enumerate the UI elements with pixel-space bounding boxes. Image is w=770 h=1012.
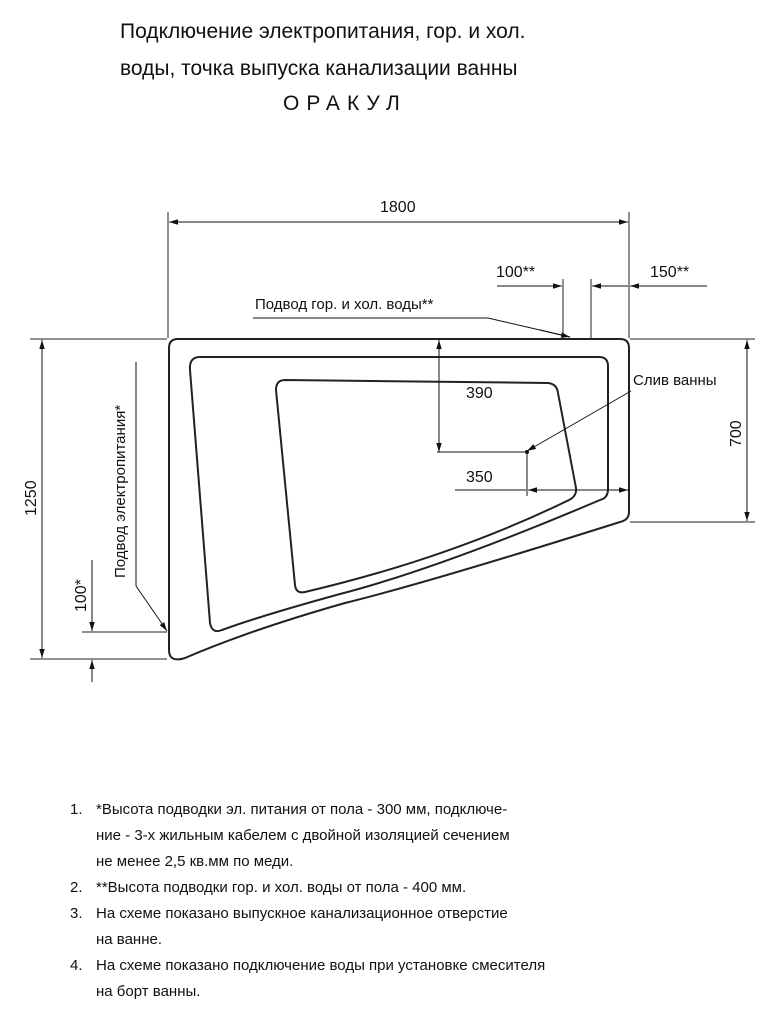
note-line: На схеме показано выпускное канализационное отверстие <box>96 905 508 922</box>
note-1 <box>70 797 710 875</box>
dim-1250: 1250 <box>23 480 40 516</box>
note-4 <box>70 953 710 1005</box>
note-line: **Высота подводки гор. и хол. воды от пола - 400 мм. <box>96 879 467 896</box>
label-water-supply: Подвод гор. и хол. воды** <box>255 296 434 313</box>
dim-390: 390 <box>466 385 493 402</box>
leader-drain <box>527 391 631 451</box>
label-drain: Слив ванны <box>633 372 717 389</box>
dim-350: 350 <box>466 469 493 486</box>
title-line-1: Подключение электропитания, гор. и хол. <box>120 20 526 43</box>
title-line-2: воды, точка выпуска канализации ванны <box>120 57 518 80</box>
bathtub-rim-outline <box>190 357 608 631</box>
dim-1800: 1800 <box>380 199 416 216</box>
dim-100-water: 100** <box>496 264 536 281</box>
note-2 <box>70 875 710 901</box>
note-line: на борт ванны. <box>96 983 201 1000</box>
note-number: 1. <box>70 801 83 818</box>
note-line: не менее 2,5 кв.мм по меди. <box>96 853 294 870</box>
note-number: 2. <box>70 879 83 896</box>
note-line: *Высота подводки эл. питания от пола - 300 мм, подключе- <box>96 801 508 818</box>
leader-power-supply <box>136 586 167 631</box>
drain-point <box>525 450 529 454</box>
dim-100-power: 100* <box>73 579 90 612</box>
note-3 <box>70 901 710 953</box>
bathtub-bowl-outline <box>276 380 576 592</box>
dim-700: 700 <box>728 420 745 447</box>
leader-water-supply <box>253 318 570 337</box>
label-power-supply: Подвод электропитания* <box>112 404 129 578</box>
note-line: На схеме показано подключение воды при установке смесителя <box>96 957 546 974</box>
bathtub-outer-outline <box>169 339 629 659</box>
notes-list <box>70 797 710 1005</box>
dim-150-water: 150** <box>650 264 690 281</box>
title-line-3: ОРАКУЛ <box>283 92 407 115</box>
note-number: 4. <box>70 957 83 974</box>
note-line: ние - 3-х жильным кабелем с двойной изоляцией сечением <box>96 827 510 844</box>
note-line: на ванне. <box>96 931 163 948</box>
note-number: 3. <box>70 905 83 922</box>
